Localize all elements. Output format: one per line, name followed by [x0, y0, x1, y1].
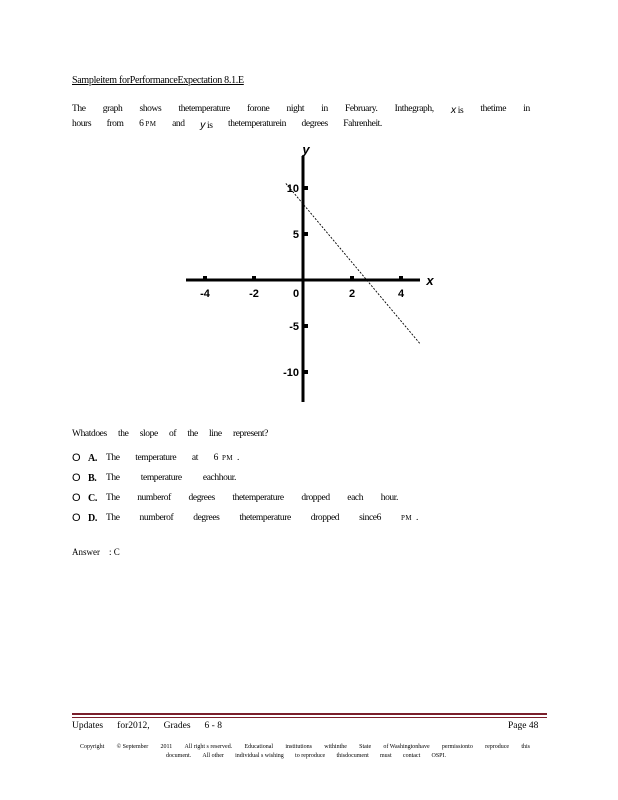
y-variable: y	[200, 119, 205, 131]
option-word: eachhour.	[202, 473, 236, 483]
option-text	[106, 493, 398, 503]
copyright-word: © September	[116, 744, 149, 750]
prompt-word: in	[321, 104, 328, 114]
question-word: represent?	[232, 429, 268, 439]
copyright-word: Educational	[244, 744, 274, 750]
y-tick-label: 10	[286, 183, 299, 195]
copyright-word: of Washingtonhave	[383, 744, 430, 750]
prompt-word: The	[72, 104, 86, 114]
prompt-word: is	[206, 121, 213, 131]
prompt-word: thetemperature	[178, 104, 230, 114]
option-word: hour.	[380, 493, 398, 503]
option-b[interactable]	[72, 472, 432, 484]
question-text	[72, 429, 268, 439]
footer-word: 6 - 8	[204, 721, 222, 731]
option-word: at	[191, 453, 198, 463]
prompt-word: thetime	[480, 104, 507, 114]
y-tick-mark	[304, 186, 308, 190]
copyright-word: document.	[166, 753, 192, 759]
x-tick-mark	[350, 276, 354, 280]
option-word: numberof	[139, 513, 174, 523]
question-word: slope	[139, 429, 158, 439]
x-tick-label: -4	[200, 288, 210, 300]
option-text	[106, 473, 236, 483]
question-word: the	[187, 429, 198, 439]
option-word: degrees	[188, 493, 215, 503]
item-title: Sampleitem forPerformanceExpectation 8.1.E	[72, 75, 244, 86]
copyright-word: permissionto	[441, 744, 473, 750]
option-c[interactable]	[72, 492, 432, 504]
option-word: thetemperature	[232, 493, 284, 503]
prompt-word: February.	[344, 104, 378, 114]
option-d[interactable]	[72, 512, 432, 524]
y-tick-label: -10	[283, 367, 299, 379]
option-a[interactable]	[72, 452, 432, 464]
page-number: Page 48	[508, 721, 539, 731]
prompt-word: in	[523, 104, 530, 114]
answer-value: : C	[109, 547, 120, 557]
copyright-word: All right s reserved.	[184, 744, 233, 750]
option-word: thetemperature	[239, 513, 291, 523]
copyright-line-2	[166, 753, 446, 759]
temperature-graph	[180, 140, 440, 410]
option-letter: A.	[88, 452, 97, 464]
y-tick-mark	[304, 232, 308, 236]
prompt-word: hours	[72, 119, 92, 129]
prompt-word: night	[286, 104, 305, 114]
copyright-word: institutions	[285, 744, 312, 750]
x-tick-label: 4	[397, 288, 405, 300]
x-tick-mark	[399, 276, 403, 280]
option-word: each	[347, 493, 364, 503]
footer-word: Updates	[72, 721, 104, 731]
prompt-line-2	[72, 119, 382, 131]
x-variable: x	[450, 104, 456, 116]
series-line	[286, 183, 421, 344]
option-word: temperature	[135, 453, 177, 463]
pm-label: PM	[145, 120, 157, 128]
copyright-word: contact	[402, 753, 421, 759]
answer-label: Answer	[72, 547, 100, 557]
answer-line	[72, 547, 120, 557]
option-word: degrees	[193, 513, 220, 523]
prompt-word: graph	[102, 104, 123, 114]
option-word: dropped	[301, 493, 330, 503]
copyright-word: Copyright	[80, 744, 105, 750]
option-word: 6	[213, 453, 218, 463]
option-word: The	[106, 513, 120, 523]
question-word: of	[169, 429, 177, 439]
x-tick-label: 2	[348, 288, 356, 300]
radio-circle-icon[interactable]: O	[72, 512, 81, 524]
copyright-word: this	[521, 744, 530, 750]
radio-circle-icon[interactable]: O	[72, 452, 81, 464]
pm-label: PM	[221, 454, 234, 462]
y-tick-label: 5	[292, 229, 299, 241]
question-word: the	[118, 429, 129, 439]
option-word: dropped	[310, 513, 340, 523]
prompt-word: Fahrenheit.	[343, 119, 382, 129]
copyright-line-1	[80, 744, 530, 750]
option-word: since6	[359, 513, 381, 523]
radio-circle-icon[interactable]: O	[72, 492, 81, 504]
option-letter: D.	[88, 512, 97, 524]
x-tick-label: -2	[249, 288, 259, 300]
question-word: Whatdoes	[72, 429, 107, 439]
option-end: .	[237, 453, 239, 463]
option-word: temperature	[140, 473, 182, 483]
option-word: numberof	[137, 493, 171, 503]
prompt-line-1	[72, 104, 530, 116]
option-word: The	[106, 473, 120, 483]
prompt-word: Inthegraph,	[394, 104, 434, 114]
prompt-word: and	[172, 119, 185, 129]
option-text	[106, 453, 239, 463]
footer-word: for2012,	[117, 721, 150, 731]
prompt-word: thetemperaturein	[228, 119, 287, 129]
question-word: line	[209, 429, 222, 439]
x-tick-label: 0	[292, 288, 300, 300]
footer-rule-thin	[72, 717, 547, 718]
prompt-word: forone	[246, 104, 270, 114]
prompt-word: is	[457, 106, 464, 116]
option-word: The	[106, 493, 120, 503]
x-axis-label: x	[426, 273, 434, 288]
option-letter: C.	[88, 492, 97, 504]
pm-label: PM	[400, 514, 413, 522]
copyright-word: All other	[202, 753, 224, 759]
y-axis-label: y	[302, 142, 310, 157]
copyright-word: withinthe	[324, 744, 347, 750]
copyright-word: to reproduce	[295, 753, 326, 759]
y-tick-mark	[304, 370, 308, 374]
y-tick-mark	[304, 324, 308, 328]
footer-updates	[72, 721, 222, 731]
prompt-word: shows	[139, 104, 162, 114]
radio-circle-icon[interactable]: O	[72, 472, 81, 484]
copyright-word: OSPI.	[431, 753, 446, 759]
x-tick-mark	[203, 276, 207, 280]
copyright-word: reproduce	[485, 744, 510, 750]
copyright-word: State	[359, 744, 372, 750]
prompt-word: from	[106, 119, 124, 129]
copyright-word: individual s wishing	[235, 753, 284, 759]
footer-rule-thick	[72, 713, 547, 715]
option-letter: B.	[88, 472, 97, 484]
option-word: The	[106, 453, 120, 463]
y-tick-label: -5	[289, 321, 299, 333]
prompt-word: 6	[139, 119, 144, 129]
copyright-word: must	[380, 753, 392, 759]
footer-word: Grades	[163, 721, 191, 731]
x-tick-mark	[252, 276, 256, 280]
prompt-word: degrees	[301, 119, 328, 129]
option-text	[106, 513, 418, 523]
copyright-word: 2011	[160, 744, 173, 750]
copyright-word: thisdocument	[336, 753, 369, 759]
option-end: .	[416, 513, 418, 523]
